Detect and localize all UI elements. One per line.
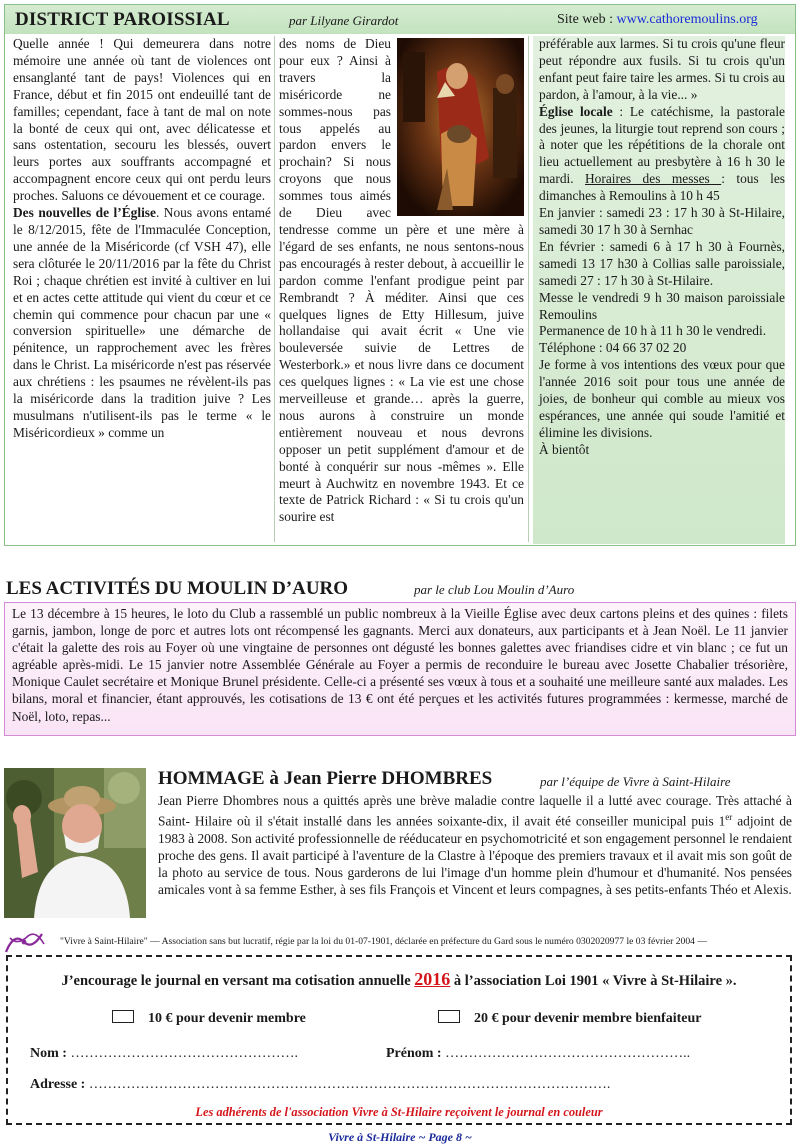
option-bienfaiteur [438,1010,702,1027]
district-column-2 [279,36,524,526]
prodigal-son-painting [397,38,524,216]
col2-text: des noms de Dieu pour eux ? Ainsi à travers la miséricorde ne sommes-nous pas tous appelés au pardon envers le prochain? Si nous croyons que nous sommes tous aimés de Dieu avec tendresse comme un père et une mère à l'égard de ses enfants, ne nous sentons-nous pas encouragés à rester debout, à accueillir le pardon comme l'enfant prodigue peint par Rembrandt ? À méditer. Ainsi que ces quelques lignes de Etty Hillesum, juive hollandaise qui avait écrit « Une vie bouleversée suivie de Lettres de Westerbork.» et nous livre dans ce document ces quelques lignes : « La vie est une chose merveilleuse et grande… après la guerre, nous aurons à construire un monde entièrement nouveau et nous devrons opposer un petit supplément d'amour et de bonté à conquérir sur nous -mêmes ». Elle meurt à Auchwitz en novembre 1943. Et ce texte de Patrick Richard : « Si tu crois qu'un sourire est [279,36,524,525]
nom-dots: …………………………………………. [70,1046,298,1061]
col1-paragraph-2 [13,205,271,442]
activites-author: par le club Lou Moulin d’Auro [414,582,575,597]
option-bienfaiteur-label: 20 € pour devenir membre bienfaiteur [474,1011,702,1026]
activites-article [4,602,796,736]
col3-paragraph-3: En janvier : samedi 23 : 17 h 30 à St-Hilaire, samedi 30 17 h 30 à Sernhac [539,205,785,237]
prenom-label: Prénom : [386,1046,446,1061]
district-header [4,4,796,34]
nom-label: Nom : [30,1046,71,1061]
nom-field[interactable] [30,1046,298,1062]
eglise-locale-lead: Église locale [539,103,613,119]
activites-text: Le 13 décembre à 15 heures, le loto du Club a rassemblé un public nombreux à la Vieille Église avec deux cartons pleins et des quines : filets garnis, jambon, longe de porc et autres lots ont récompensé les gagnants. Merci aux donateurs, aux participants et à Jean Noël. Le 11 janvier c'était la galette des rois au Foyer où une vingtaine de personnes ont dégusté les bonnes galettes avec friandises cidre et vin blanc ; ce fut un agréable après-midi. Le 15 janvier notre Assemblée Générale au Foyer a permis de reconduire le bureau avec Josette Chabalier trésorière, Monique Caulet secrétaire et Monique Brunel présidente. Celle-ci a présenté ses vœux à tous et a souhaité une meilleure santé aux malades. Les bilans, moral et financier, étant approuvés, les cotisations de 13 € ont été perçues et les activités futures programmées : kermesse, marché de Noël, loto, repas... [12,606,788,724]
flourish-icon [2,928,48,956]
bienfaiteur-checkbox[interactable] [438,1010,460,1023]
hommage-title: HOMMAGE à Jean Pierre DHOMBRES [158,768,493,789]
col3-paragraph-8: Je forme à vos intentions des vœux pour que l'année 2016 soit pour tous une année de joies, de bonheur qui comble au mieux vos espérances, une année qui soude l'amitié et élimine les divisions. [539,357,785,440]
adresse-field[interactable] [30,1077,610,1093]
col3-closing: À bientôt [539,441,590,457]
adresse-label: Adresse : [30,1077,89,1092]
hommage-text [158,792,792,899]
site-label: Site web : [557,12,617,27]
horaires-text: : tous les dimanches à Remoulins à 10 h 45 [539,171,785,204]
prenom-field[interactable] [386,1046,690,1062]
district-title: DISTRICT PAROISSIAL [15,9,230,30]
col1-paragraph-1: Quelle année ! Qui demeurera dans notre mémoire une année où tant de violences ont ensanglanté tant de pays! Violences qui en France, début et fin 2015 ont endeuillé tant de familles; cependant, face à tant de mal on note la bonté de ceux qui ont, avec délicatesse et sans ostentation, secouru les blessés, ouvert leurs portes aux souffrants accompagné et accompagnent encore ceux qui ont perdu leurs proches. Saluons ce dévouement et ce courage. [13,36,271,204]
hommage-text-part-1: Jean Pierre Dhombres nous a quittés après une brève maladie contre laquelle il a lutté avec courage. Très attaché à Saint- Hilaire où il s'était installé dans les années soixante-dix, il avait été conseiller municipal puis 1 [158,793,792,829]
coupon-note: Les adhérents de l'association Vivre à St-Hilaire reçoivent le journal en couleur [195,1105,603,1119]
eglise-news-lead: Des nouvelles de l’Église [13,205,156,221]
membership-coupon [6,955,792,1125]
adresse-dots: …………………………………………………………………………………………………. [88,1077,611,1092]
col3-paragraph-5: Messe le vendredi 9 h 30 maison paroissiale Remoulins [539,289,785,322]
hommage-superscript: er [725,812,733,823]
column-divider [528,36,529,542]
horaires-messes: Horaires des messes [585,171,722,187]
col3-phone: Téléphone : 04 66 37 02 20 [539,340,687,356]
coupon-title [8,969,790,990]
activites-title: LES ACTIVITÉS DU MOULIN D’AURO [6,578,349,599]
prenom-dots: …………………………………………….. [445,1046,691,1061]
eglise-news-text: . Nous avons entamé le 8/12/2015, fête de l'Immaculée Conception, une année de la Miséricorde (cf VSH 47), elle sera clôturée le 20/11/2016 par la fête du Christ Roi ; chaque chrétien est invité à cultiver en lui et en actes cette attitude qui vient du cœur et ce chemin qui commence pour chacun par une « conversion spirituelle» une démarche de pénitence, un rapprochement avec les frères dans le Christ. La miséricorde n'est pas réservée aux chrétiens : les psaumes ne révèlent-ils pas la miséricorde dans la tradition juive ? Les musulmans n'utilisent-ils pas le terme « le Miséricordieux » comme un [13,205,271,440]
col3-paragraph-4: En février : samedi 6 à 17 h 30 à Fournès, samedi 13 17 h30 à Collias salle paroissiale, samedi 27 : 17 h 30 à St-Hilaire. [539,238,785,288]
coupon-title-part-1: J’encourage le journal en versant ma cotisation annuelle [61,973,415,989]
hommage-photo [4,768,146,918]
option-membre-label: 10 € pour devenir membre [148,1011,306,1026]
membre-checkbox[interactable] [112,1010,134,1023]
col2-paragraph [279,36,524,526]
coupon-year: 2016 [414,969,451,989]
column-divider [274,36,275,542]
hommage-text-part-2: adjoint de 1983 à 2008. Son activité professionnelle de rééducateur en psychomotricité et son engagement personnel le rendaient proche des gens. Il avait participé à l'aventure de la Clastre à l'époque des premiers travaux et il avait mis son goût de la photo au service de tous. Nous garderons de lui l'image d'un homme plein d'humour et d'humanité. Nos pensées amicales vont à sa femme Esther, à ses fils François et Vincent et leurs compagnes, à ses petits-enfants Théo et Alexis. [158,813,792,898]
district-column-3 [533,36,785,544]
option-membre [112,1010,306,1027]
district-article [4,34,796,546]
district-author: par Lilyane Girardot [289,13,399,28]
eglise-locale-text: : Le catéchisme, la pastorale des jeunes, la liturgie tout reprend son cours ; à noter que les répétitions de la chorale ont lieu actuellement au presbytère à 16 h 30 le mardi. [539,103,785,187]
district-site [557,12,758,28]
hommage-author: par l’équipe de Vivre à Saint-Hilaire [540,774,731,789]
col3-paragraph-6: Permanence de 10 h à 11 h 30 le vendredi. [539,323,767,339]
col3-paragraph-2 [539,104,785,205]
site-link[interactable]: www.cathoremoulins.org [616,12,758,27]
district-column-1 [13,36,271,442]
page-footer: Vivre à St-Hilaire ~ Page 8 ~ [328,1130,472,1144]
coupon-title-part-2: à l’association Loi 1901 « Vivre à St-Hilaire ». [450,973,737,989]
association-legal-line: "Vivre à Saint-Hilaire" — Association sans but lucratif, régie par la loi du 01-07-1901, déclarée en préfecture du Gard sous le numéro 0302020977 le 03 février 2004 — [60,936,707,947]
col3-paragraph-1: préférable aux larmes. Si tu crois qu'une fleur peut répondre aux fusils. Si tu crois qu'un enfant peut faire taire les armes. Si tu crois au pardon, à l'amour, à la vie... » [539,36,785,102]
